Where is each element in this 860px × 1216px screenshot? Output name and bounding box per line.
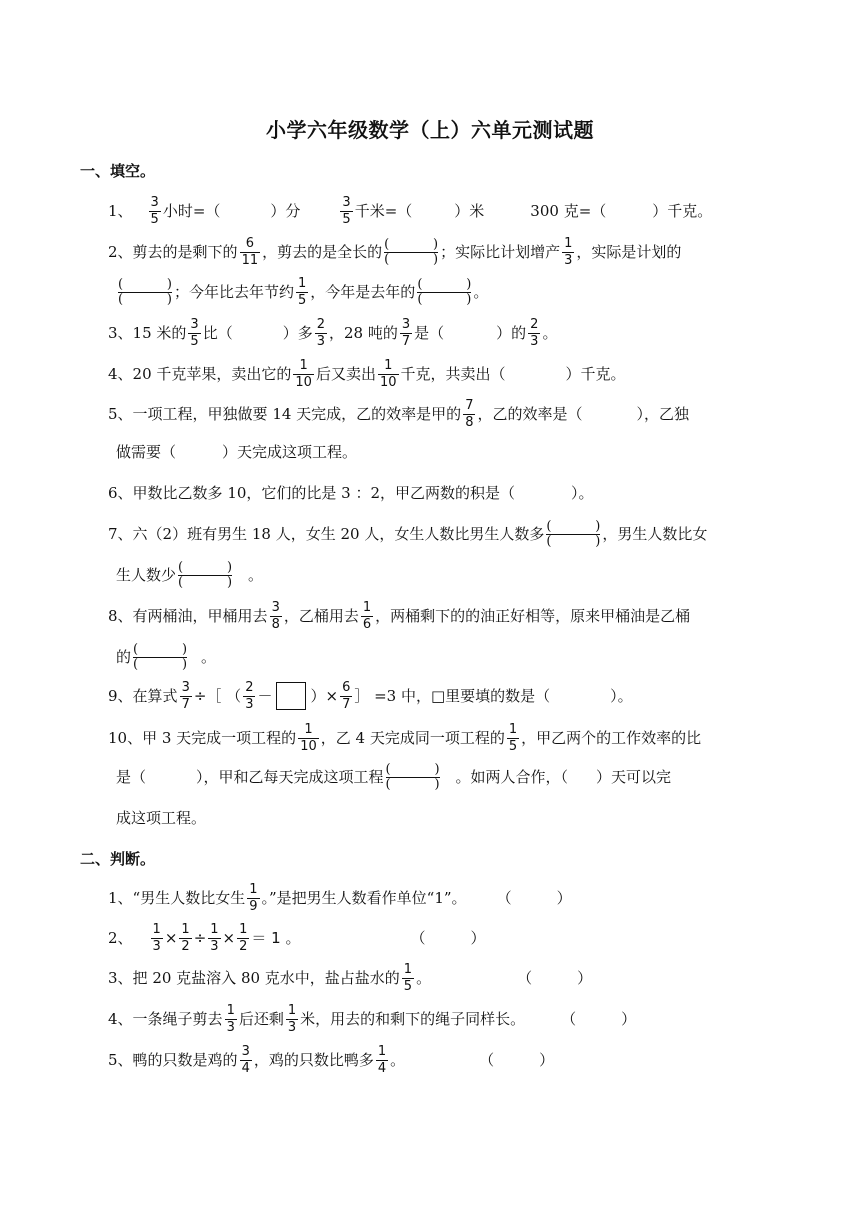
judge-q2: 2、 $\frac{1}{3}$ × $\frac{1}{2}$ ÷ $\frac{1}{3}$ × $\frac{1}{2}$ ＝ 1 。 （ ）	[108, 921, 486, 954]
answer-box[interactable]	[276, 682, 306, 710]
fraction: $\frac{3}{5}$	[342, 194, 351, 227]
fraction: $\frac{1}{2}$	[239, 921, 248, 954]
judge-q1: 1、 “男生人数比女生 $\frac{1}{9}$ 。”是把男生人数看作单位“1”。 （ ）	[108, 881, 572, 914]
fraction: $\frac{2}{3}$	[530, 316, 539, 349]
answer-blank-fraction[interactable]: ( ) ( )	[417, 276, 472, 307]
fraction: $\frac{2}{3}$	[316, 316, 325, 349]
fraction: $\frac{1}{2}$	[181, 921, 190, 954]
judge-answer-blank[interactable]: （ ）	[410, 929, 486, 947]
fraction: $\frac{1}{3}$	[210, 921, 219, 954]
fraction: $\frac{1}{3}$	[226, 1002, 235, 1035]
fraction: $\frac{1}{5}$	[508, 721, 518, 754]
fraction: $\frac{3}{7}$	[181, 679, 190, 712]
fraction: $\frac{1}{3}$	[152, 921, 161, 954]
fraction: $\frac{1}{5}$	[298, 275, 307, 308]
fill-q10-line2: 是（ ），甲和乙每天完成这项工程 ( ) ( ) 。如两人合作，（ ）天可以完	[116, 761, 672, 792]
fill-q6: 6、 甲数比乙数多 10，它们的比是 3 ：2，甲乙两数的积是（ ）。	[108, 484, 594, 502]
fill-q10-line3: 成这项工程。	[116, 809, 207, 827]
fill-q8-line2: 的 ( ) ( ) 。	[116, 641, 217, 672]
fraction: $\frac{1}{5}$	[403, 961, 413, 994]
answer-blank-fraction[interactable]: ( ) ( )	[546, 518, 601, 549]
fill-q2-line2: ( ) ( ) ；今年比去年节约 $\frac{1}{5}$ ，今年是去年的 ( ) ( ) 。	[118, 275, 489, 308]
section-fill-heading: 一、填空。	[80, 162, 156, 180]
fraction: $\frac{1}{3}$	[287, 1002, 297, 1035]
answer-blank-fraction[interactable]: ( ) ( )	[384, 236, 439, 267]
fill-q7-line1: 7、 六（2）班有男生 18 人，女生 20 人，女生人数比男生人数多 ( ) ( ) ，男生人数比女	[108, 518, 708, 549]
answer-blank-fraction[interactable]: ( ) ( )	[385, 761, 440, 792]
fraction: $\frac{3}{8}$	[271, 599, 280, 632]
page-title: 小学六年级数学（上）六单元测试题	[266, 118, 594, 142]
section-judge-heading: 二、判断。	[80, 850, 156, 868]
judge-q5: 5、 鸭的只数是鸡的 $\frac{3}{4}$ ，鸡的只数比鸭多 $\frac{1}{4}$ 。 （ ）	[108, 1043, 555, 1076]
fill-q3: 3、 15 米的 $\frac{3}{5}$ 比（ ）多 $\frac{2}{3}$ ，28 吨的 $\frac{3}{7}$ 是（ ）的 $\frac{2}{3}$ 。	[108, 316, 558, 349]
fraction: $\frac{7}{8}$	[465, 397, 474, 430]
judge-q3: 3、 把 20 克盐溶入 80 克水中，盐占盐水的 $\frac{1}{5}$ 。 （ ）	[108, 961, 593, 994]
fraction: $\frac{3}{4}$	[241, 1043, 250, 1076]
fill-q5-line1: 5、 一项工程，甲独做要 14 天完成，乙的效率是甲的 $\frac{7}{8}$ ，乙的效率是（ ），乙独	[108, 397, 689, 430]
fraction: $\frac{1}{9}$	[249, 881, 258, 914]
fraction: $\frac{1}{4}$	[377, 1043, 387, 1076]
judge-answer-blank[interactable]: （ ）	[561, 1010, 637, 1028]
fill-q5-line2: 做需要（ ）天完成这项工程。	[116, 443, 358, 461]
fill-q1: 1、 $\frac{3}{5}$ 小时=（ ）分 $\frac{3}{5}$ 千米=（ ）米 300 克=（ ）千克。	[108, 194, 713, 227]
answer-blank-fraction[interactable]: ( ) ( )	[133, 641, 188, 672]
fill-q9: 9、 在算式 $\frac{3}{7}$ ÷［ （ $\frac{2}{3}$ － ）× $\frac{6}{7}$ ］ =3 中，□里要填的数是（ ）。	[108, 679, 633, 712]
fraction: $\frac{2}{3}$	[245, 679, 254, 712]
judge-answer-blank[interactable]: （ ）	[517, 969, 593, 987]
fraction: $\frac{3}{5}$	[190, 316, 199, 349]
fraction: $\frac{1}{6}$	[362, 599, 372, 632]
fill-q4: 4、 20 千克苹果，卖出它的 $\frac{1}{10}$ 后又卖出 $\frac{1}{10}$ 千克，共卖出（ ）千克。	[108, 357, 626, 390]
fraction: $\frac{1}{10}$	[300, 721, 317, 754]
fraction: $\frac{3}{5}$	[150, 194, 159, 227]
fill-q10-line1: 10、 甲 3 天完成一项工程的 $\frac{1}{10}$ ，乙 4 天完成同一项工程的 $\frac{1}{5}$ ，甲乙两个的工作效率的比	[108, 721, 702, 754]
fraction: $\frac{1}{10}$	[379, 357, 397, 390]
fraction: $\frac{6}{7}$	[342, 679, 351, 712]
fraction: $\frac{1}{10}$	[295, 357, 312, 390]
fraction: $\frac{6}{11}$	[241, 235, 259, 268]
question-number: 1、	[108, 202, 133, 220]
answer-blank-fraction[interactable]: ( ) ( )	[178, 559, 233, 590]
judge-answer-blank[interactable]: （ ）	[479, 1051, 555, 1069]
judge-answer-blank[interactable]: （ ）	[496, 889, 572, 907]
fraction: $\frac{3}{7}$	[401, 316, 411, 349]
fraction: $\frac{1}{3}$	[564, 235, 573, 268]
answer-blank-fraction[interactable]: ( ) ( )	[118, 276, 172, 307]
fill-q7-line2: 生人数少 ( ) ( ) 。	[116, 559, 264, 590]
fill-q8-line1: 8、 有两桶油，甲桶用去 $\frac{3}{8}$ ，乙桶用去 $\frac{1}{6}$ ，两桶剩下的的油正好相等，原来甲桶油是乙桶	[108, 599, 691, 632]
fill-q2-line1: 2、 剪去的是剩下的 $\frac{6}{11}$ ，剪去的是全长的 ( ) ( ) ；实际比计划增产 $\frac{1}{3}$ ，实际是计划的	[108, 235, 682, 268]
judge-q4: 4、 一条绳子剪去 $\frac{1}{3}$ 后还剩 $\frac{1}{3}$ 米，用去的和剩下的绳子同样长。 （ ）	[108, 1002, 637, 1035]
